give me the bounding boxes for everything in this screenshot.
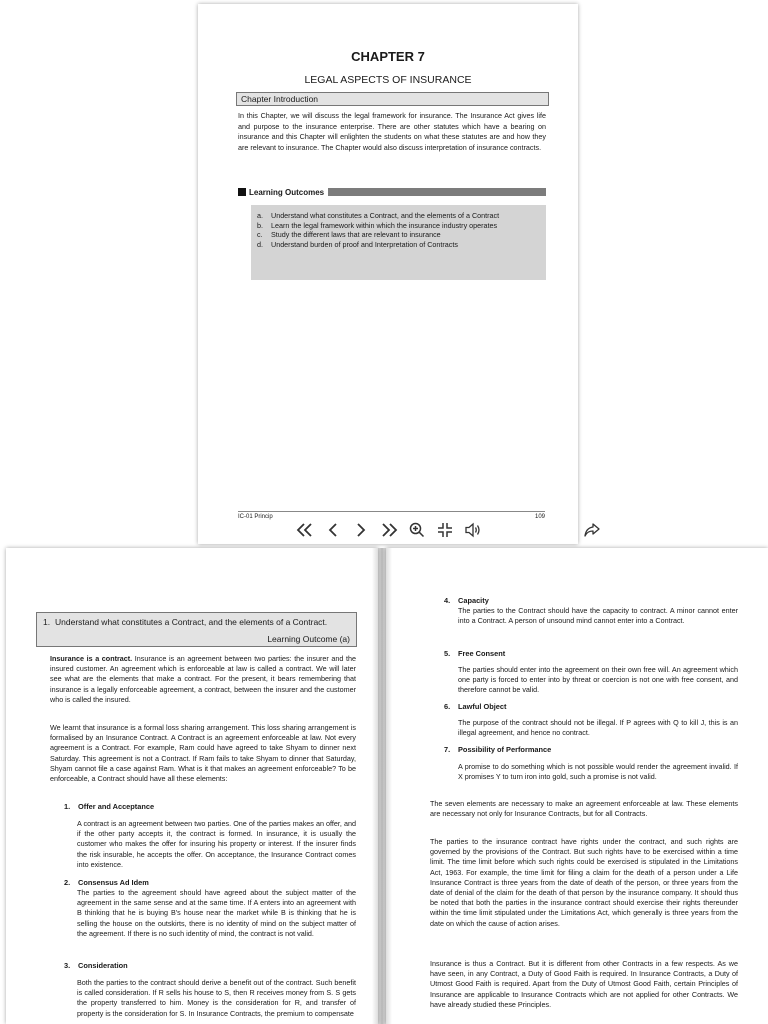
learning-outcomes-box xyxy=(251,205,546,280)
sound-icon[interactable] xyxy=(464,521,482,539)
list-item xyxy=(257,211,540,221)
next-page-icon[interactable] xyxy=(352,521,370,539)
element-text: The parties to the Contract should have the capacity to contract. A minor cannot enter into a Contract. A person of unsound mind cannot enter into a Contract. xyxy=(458,606,738,626)
element-heading xyxy=(64,802,154,811)
list-item-text: Learn the legal framework within which the insurance industry operates xyxy=(271,220,498,230)
list-item xyxy=(257,221,540,231)
previous-page-icon[interactable] xyxy=(324,521,342,539)
paragraph-lead: Insurance is a contract. xyxy=(50,654,133,663)
element-title: Free Consent xyxy=(458,649,506,658)
header-rule xyxy=(328,188,546,196)
list-marker: c. xyxy=(257,230,263,239)
element-heading xyxy=(444,649,505,658)
square-bullet-icon xyxy=(238,188,246,196)
paragraph xyxy=(50,654,356,705)
element-title: Consensus Ad Idem xyxy=(78,878,149,887)
paragraph: The seven elements are necessary to make an agreement enforceable at law. These elements are necessary not only for Insurance Contracts, but for all Contracts. xyxy=(430,799,738,819)
element-number: 1. xyxy=(64,802,71,811)
section-title-line xyxy=(43,617,343,628)
element-number: 2. xyxy=(64,878,71,887)
element-number: 3. xyxy=(64,961,71,970)
list-item xyxy=(257,240,540,250)
element-title: Capacity xyxy=(458,596,489,605)
element-heading xyxy=(64,878,149,887)
element-title: Consideration xyxy=(78,961,128,970)
page-number: 109 xyxy=(534,514,545,520)
share-icon[interactable] xyxy=(582,520,602,540)
element-title: Possibility of Performance xyxy=(458,745,552,754)
paragraph: The parties to the insurance contract have rights under the contract, and such rights are governed by the provisions of the Contract. But such rights have to be exercised within a time limit. The time limit before which such rights could be exercised is stipulated in the Limitations Act, 1963. For example, the time limit for filing a claim for the death of a person under a Life Insurance Contract is three years from the date of death of the person, or three years from the date of denial of the claim for the death of that person by the insurance company. It should thus be noted that both the parties in the insurance contract should exercise their rights thereunder within the time limit stipulated under the Limitations Act, which generally is three years from the date on which the cause of action arises. xyxy=(430,837,738,928)
list-marker: d. xyxy=(257,239,263,249)
element-text: A promise to do something which is not possible would render the agreement invalid. If X promises Y to turn iron into gold, such a promise is not valid. xyxy=(458,762,738,782)
chapter-subtitle: LEGAL ASPECTS OF INSURANCE xyxy=(304,74,472,86)
paragraph: Insurance is thus a Contract. But it is different from other Contracts in a few respects. As we have seen, in any Contract, a Duty of Good Faith is required. In Insurance Contracts, a Duty of Utmost Good Faith is required. Apart from the Duty of Utmost Good Faith, certain Principles of Insurance are applicable to Insurance Contracts which are not applied for other Contracts. We have already studied these Principles. xyxy=(430,959,738,1009)
paragraph-text: Insurance is an agreement between two parties: the insurer and the insured customer. An agreement which is enforceable at law is called a contract. We will later see what are the elements that make a contract. For the present, it bears remembering that insurance is a legally enforceable agreement, a contract, between the insurer and the customer who is called the insured. xyxy=(50,654,356,704)
zoom-in-icon[interactable] xyxy=(408,521,426,539)
section-learning-outcome: Learning Outcome (a) xyxy=(267,634,350,644)
element-heading xyxy=(444,745,551,754)
element-number: 4. xyxy=(444,596,451,605)
section-number: 1. xyxy=(43,617,51,627)
element-heading xyxy=(444,596,489,605)
last-page-icon[interactable] xyxy=(380,521,398,539)
element-text: The parties to the agreement should have agreed about the subject matter of the agreement in the same sense and at the same time. If A enters into an agreement with B thinking that he is buying B's house near the market while B is thinking that he is selling the house on the outskirts, there is no identity of mind on the subject matter of the agreement. If there is no such identity of mind, the contract is not valid. xyxy=(77,888,356,938)
element-number: 5. xyxy=(444,649,451,658)
chapter-title: CHAPTER 7 xyxy=(351,49,425,64)
learning-outcomes-label: Learning Outcomes xyxy=(249,187,325,197)
learning-outcomes-header xyxy=(238,187,546,197)
first-page-icon[interactable] xyxy=(296,521,314,539)
list-item-text: Understand burden of proof and Interpretation of Contracts xyxy=(271,239,458,249)
element-text: Both the parties to the contract should derive a benefit out of the contract. Such benefit is called consideration. If R sells his house to S, then R receives money from S. S gets the property transferred to him. Money is the consideration for R, and transfer of property is the consideration for S. In Insurance Contracts, the premium to compensate xyxy=(77,978,356,1018)
two-page-spread xyxy=(6,548,768,1024)
list-item xyxy=(257,230,540,240)
section-header-box xyxy=(36,612,357,647)
list-marker: a. xyxy=(257,211,263,220)
element-heading xyxy=(64,961,128,970)
footer-course-code: IC-01 Princip xyxy=(238,514,273,520)
element-text: The parties should enter into the agreement on their own free will. An agreement which one party is forced to enter into by threat or coercion is not one with free consent, and therefore cannot be valid. xyxy=(458,665,738,695)
page-navigation-toolbar xyxy=(296,518,482,542)
element-title: Lawful Object xyxy=(458,702,507,711)
element-number: 6. xyxy=(444,702,451,711)
list-item-text: Study the different laws that are relevant to insurance xyxy=(271,230,441,239)
element-title: Offer and Acceptance xyxy=(78,802,155,811)
list-item-text: Understand what constitutes a Contract, and the elements of a Contract xyxy=(271,211,500,220)
chapter-intro-label: Chapter Introduction xyxy=(236,92,549,106)
chapter-intro-text: In this Chapter, we will discuss the legal framework for insurance. The Insurance Act gives life and purpose to the insurance enterprise. There are other statutes which have a bearing on insurance and this Chapter will enlighten the students on what these statutes are and how they are relevant to insurance. The Chapter would also discuss interpretation of insurance contracts. xyxy=(238,111,546,152)
learning-outcomes-list xyxy=(257,211,540,249)
book-gutter-shadow xyxy=(372,548,392,1024)
section-title: Understand what constitutes a Contract, and the elements of a Contract. xyxy=(55,617,328,627)
element-number: 7. xyxy=(444,745,451,754)
chapter-opening-page xyxy=(198,4,578,544)
list-marker: b. xyxy=(257,220,263,230)
element-heading xyxy=(444,702,506,711)
exit-fullscreen-icon[interactable] xyxy=(436,521,454,539)
element-text: The purpose of the contract should not be illegal. If P agrees with Q to kill J, this is an illegal agreement, and hence no contract. xyxy=(458,718,738,738)
right-page xyxy=(386,548,768,1024)
element-text: A contract is an agreement between two parties. One of the parties makes an offer, and if the other party accepts it, the contract is formed. In insurance, it is usually the customer who makes the offer for insuring his property or interest. If the insurer finds the risk insurable, he accepts the offer. On acceptance, the Insurance Contract comes into existence. xyxy=(77,819,356,869)
left-page xyxy=(6,548,378,1024)
paragraph: We learnt that insurance is a formal loss sharing arrangement. This loss sharing arrangement is formalised by an Insurance Contract. A Contract is an agreement enforceable at law. Not every agreement is a Contract. For example, Ram could have agreed to take Shyam to dinner next Saturday. This agreement is not a Contract. If Ram fails to take Shyam to dinner that Saturday, Shyam cannot file a case against Ram. What is it that makes an agreement enforceable? To be enforceable, a Contract should have all these elements: xyxy=(50,723,356,784)
